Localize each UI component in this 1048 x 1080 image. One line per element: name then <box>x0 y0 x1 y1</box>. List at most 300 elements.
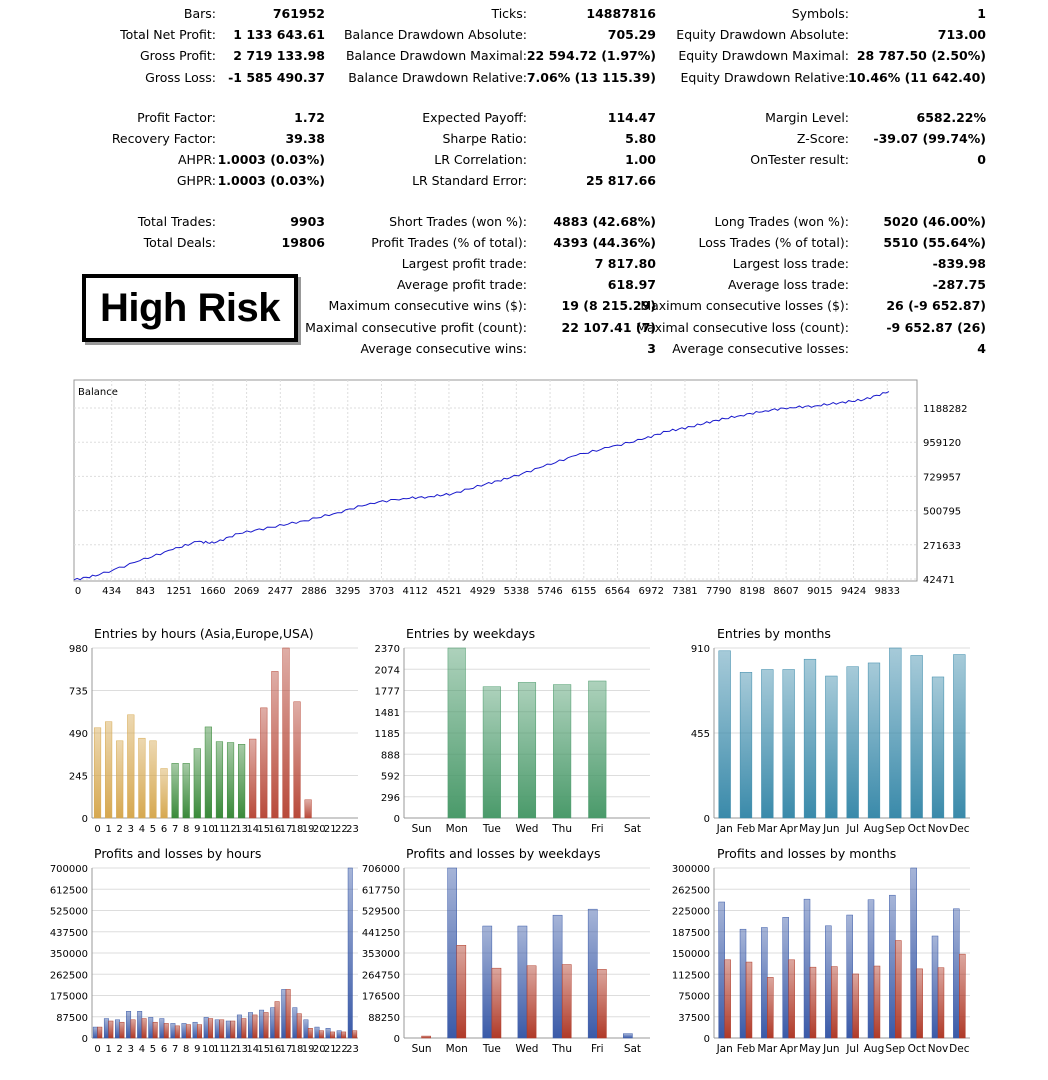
x-tick-label: 9 <box>194 824 201 835</box>
loss-bar <box>789 960 795 1038</box>
y-tick-label: 1185 <box>374 729 400 740</box>
bar <box>227 743 234 818</box>
x-tick-label: Aug <box>863 823 885 835</box>
chart-title: Profits and losses by hours <box>94 846 262 861</box>
y-tick-label: 245 <box>68 771 88 783</box>
y-tick-label: 735 <box>68 686 88 698</box>
bar <box>205 727 212 818</box>
bar <box>740 672 752 818</box>
x-tick-label: 4929 <box>469 586 496 597</box>
loss-bar <box>175 1026 179 1038</box>
balance-chart <box>0 372 1048 604</box>
x-tick-label: 16 <box>268 824 282 835</box>
stat-label: Ticks: <box>491 6 527 21</box>
stat-label: Average loss trade: <box>728 277 849 293</box>
y-tick-label: 1777 <box>374 686 400 698</box>
stat-label: Maximum consecutive wins ($): <box>328 298 527 314</box>
x-tick-label: 22 <box>335 1044 348 1055</box>
profit-bar <box>518 926 527 1038</box>
x-tick-label: 5 <box>149 1044 157 1055</box>
stat-value: 5020 (46.00%) <box>883 213 986 229</box>
loss-bar <box>457 945 466 1038</box>
plot-frame <box>74 380 917 581</box>
x-tick-label: Mon <box>445 1043 468 1055</box>
stat-value: -1 585 490.37 <box>228 69 325 85</box>
x-tick-label: 19 <box>301 824 315 835</box>
x-tick-label: Tue <box>482 1043 501 1055</box>
profit-bar <box>226 1021 230 1038</box>
x-tick-label: 2477 <box>267 586 294 597</box>
x-tick-label: 434 <box>102 586 122 597</box>
bar <box>150 741 157 818</box>
x-tick-label: 2 <box>116 824 123 835</box>
x-tick-label: 14 <box>246 824 260 835</box>
stat-value: 4883 (42.68%) <box>553 213 656 229</box>
x-tick-label: 7381 <box>672 586 698 597</box>
stat-label: Sharpe Ratio: <box>442 131 527 146</box>
x-tick-label: 17 <box>279 824 293 835</box>
loss-bar <box>895 941 901 1038</box>
loss-bar <box>120 1022 124 1038</box>
loss-bar <box>938 968 944 1038</box>
stat-value: 713.00 <box>937 27 986 43</box>
profit-bar <box>483 926 492 1038</box>
stat-value: 4 <box>977 340 986 356</box>
y-tick-label: 888 <box>380 750 400 762</box>
bar <box>518 682 536 818</box>
y-tick-label: 500795 <box>923 506 962 518</box>
loss-bar <box>527 966 536 1038</box>
bar <box>847 667 859 818</box>
x-tick-label: Dec <box>949 1043 970 1055</box>
stat-value: -9 652.87 (26) <box>886 319 986 335</box>
y-tick-label: 176500 <box>361 991 400 1003</box>
x-tick-label: Jan <box>716 823 733 835</box>
x-tick-label: 6155 <box>571 586 597 597</box>
stat-value: -287.75 <box>932 277 986 293</box>
stat-value: 6582.22% <box>916 109 986 125</box>
profit-bar <box>248 1013 252 1039</box>
loss-bar <box>767 977 773 1038</box>
x-tick-label: 19 <box>301 1044 315 1055</box>
stat-label: Bars: <box>183 6 216 21</box>
stat-label: Balance Drawdown Relative: <box>348 69 527 85</box>
x-tick-label: 15 <box>257 1044 271 1055</box>
stat-label: AHPR: <box>177 152 216 168</box>
x-tick-label: Wed <box>515 823 539 835</box>
stat-label: GHPR: <box>176 173 216 189</box>
bar <box>238 744 245 818</box>
loss-bar <box>422 1036 431 1038</box>
profit-bar <box>804 899 810 1038</box>
x-tick-label: Jun <box>823 823 840 835</box>
stat-value: 9903 <box>290 213 325 229</box>
stat-label: Largest profit trade: <box>401 256 527 271</box>
bar <box>260 708 267 818</box>
x-tick-label: 7 <box>171 824 179 835</box>
loss-bar <box>341 1032 345 1038</box>
stat-label: Margin Level: <box>765 109 849 125</box>
stat-value: 705.29 <box>607 27 656 43</box>
x-tick-label: 22 <box>335 824 348 835</box>
bar <box>719 651 731 818</box>
y-tick-label: 353000 <box>361 949 400 960</box>
profits-losses-by-weekdays-chart <box>350 842 670 1064</box>
loss-bar <box>917 969 923 1038</box>
y-tick-label: 0 <box>703 1034 710 1045</box>
x-tick-label: 4 <box>138 824 146 835</box>
profit-bar <box>93 1027 97 1038</box>
stat-label: Profit Factor: <box>137 109 216 125</box>
y-tick-label: 350000 <box>49 949 88 960</box>
profit-bar <box>315 1027 319 1038</box>
x-tick-label: 11 <box>213 1044 226 1055</box>
stat-label: Maximal consecutive profit (count): <box>305 319 527 335</box>
stat-value: 14887816 <box>586 6 656 21</box>
x-tick-label: 8607 <box>773 586 799 597</box>
y-tick-label: 441250 <box>361 927 400 939</box>
x-tick-label: Jul <box>846 823 860 835</box>
bar <box>194 749 201 818</box>
y-tick-label: 910 <box>690 644 710 655</box>
stat-label: OnTester result: <box>750 152 849 168</box>
y-tick-label: 75000 <box>678 991 710 1003</box>
x-tick-label: 12 <box>224 824 237 835</box>
bar <box>161 769 168 818</box>
profit-bar <box>932 936 938 1038</box>
x-tick-label: Apr <box>779 823 798 835</box>
stat-value: 1.0003 (0.03%) <box>217 152 325 168</box>
profits-losses-by-hours-chart <box>0 842 360 1064</box>
x-tick-label: 6 <box>160 824 168 835</box>
x-tick-label: 11 <box>213 824 226 835</box>
x-tick-label: Thu <box>552 823 573 835</box>
loss-bar <box>98 1027 102 1038</box>
stat-value: 22 594.72 (1.97%) <box>526 48 656 64</box>
bar <box>889 648 901 818</box>
y-tick-label: 0 <box>81 1034 88 1045</box>
x-tick-label: 0 <box>74 586 82 597</box>
y-tick-label: 0 <box>393 814 400 825</box>
bar <box>483 687 501 818</box>
x-tick-label: 8 <box>183 1044 190 1055</box>
x-tick-label: 23 <box>346 1044 359 1055</box>
x-tick-label: 1660 <box>200 586 226 597</box>
x-tick-label: 9424 <box>840 586 867 597</box>
profit-bar <box>104 1019 108 1038</box>
profit-bar <box>160 1019 164 1038</box>
stat-value: 22 107.41 (7) <box>561 319 656 335</box>
x-tick-label: 14 <box>246 1044 260 1055</box>
x-tick-label: 6972 <box>638 586 664 597</box>
bar <box>127 715 134 818</box>
entries-by-hours-chart <box>0 622 360 844</box>
profit-bar <box>293 1008 297 1038</box>
loss-bar <box>597 969 606 1038</box>
x-tick-label: 1251 <box>166 586 192 597</box>
x-tick-label: 4112 <box>402 586 428 597</box>
x-tick-label: 21 <box>323 824 337 835</box>
y-tick-label: 150000 <box>671 949 710 960</box>
bar <box>783 669 795 818</box>
x-tick-label: 6564 <box>604 586 631 597</box>
stat-label: Short Trades (won %): <box>389 213 527 229</box>
x-tick-label: 8198 <box>739 586 766 597</box>
stat-value: 0 <box>977 152 986 168</box>
stat-label: Average consecutive wins: <box>360 340 527 356</box>
stat-value: 10.46% (11 642.40) <box>848 69 986 85</box>
x-tick-label: Fri <box>591 823 604 835</box>
x-tick-label: 9833 <box>874 586 901 597</box>
loss-bar <box>242 1019 246 1038</box>
bar <box>868 663 880 818</box>
loss-bar <box>562 965 571 1038</box>
y-tick-label: 706000 <box>361 864 400 875</box>
y-tick-label: 0 <box>81 814 88 825</box>
y-tick-label: 490 <box>68 729 88 740</box>
stat-value: 618.97 <box>607 277 656 293</box>
x-tick-label: Mon <box>445 823 468 835</box>
loss-bar <box>286 989 290 1038</box>
loss-bar <box>142 1019 146 1038</box>
y-tick-label: 959120 <box>923 438 962 450</box>
x-tick-label: 2 <box>116 1044 123 1055</box>
loss-bar <box>297 1014 301 1038</box>
bar <box>139 738 146 818</box>
x-tick-label: 5 <box>149 824 157 835</box>
loss-bar <box>874 966 880 1038</box>
x-tick-label: Aug <box>863 1043 885 1055</box>
stat-label: Long Trades (won %): <box>714 213 849 229</box>
x-tick-label: Mar <box>757 1043 778 1055</box>
y-tick-label: 175000 <box>49 991 88 1003</box>
stat-value: 5.80 <box>625 131 656 146</box>
y-tick-label: 455 <box>690 729 710 740</box>
stat-value: 1 <box>977 6 986 21</box>
profit-bar <box>182 1023 186 1038</box>
x-tick-label: Sep <box>885 823 906 835</box>
x-tick-label: Tue <box>482 823 501 835</box>
loss-bar <box>186 1025 190 1038</box>
loss-bar <box>853 974 859 1038</box>
profit-bar <box>126 1011 130 1038</box>
bar <box>249 739 256 818</box>
profit-bar <box>740 929 746 1038</box>
loss-bar <box>131 1020 135 1038</box>
y-tick-label: 262500 <box>671 885 710 897</box>
x-tick-label: Dec <box>949 823 970 835</box>
x-tick-label: 3295 <box>335 586 361 597</box>
profit-bar <box>115 1020 119 1038</box>
profit-bar <box>588 909 597 1038</box>
stat-label: Total Deals: <box>143 234 216 250</box>
loss-bar <box>109 1021 113 1038</box>
x-tick-label: 18 <box>290 824 304 835</box>
stat-value: 7 817.80 <box>594 256 656 271</box>
x-tick-label: Thu <box>552 1043 573 1055</box>
stat-value: 1.72 <box>294 109 325 125</box>
entries-by-months-chart <box>662 622 992 844</box>
x-tick-label: Apr <box>779 1043 798 1055</box>
x-tick-label: 5746 <box>537 586 563 597</box>
x-tick-label: Fri <box>591 1043 604 1055</box>
x-tick-label: Nov <box>927 823 949 835</box>
profit-bar <box>623 1034 632 1038</box>
stat-value: 7.06% (13 115.39) <box>526 69 656 85</box>
profit-bar <box>825 926 831 1038</box>
loss-bar <box>264 1013 268 1039</box>
x-tick-label: 4 <box>138 1044 146 1055</box>
y-tick-label: 617750 <box>361 885 400 897</box>
stat-value: 5510 (55.64%) <box>883 234 986 250</box>
x-tick-label: May <box>799 1043 821 1055</box>
x-tick-label: 2886 <box>301 586 327 597</box>
loss-bar <box>231 1021 235 1038</box>
stat-label: LR Standard Error: <box>412 173 527 189</box>
y-tick-label: 87500 <box>56 1012 88 1024</box>
loss-bar <box>810 967 816 1038</box>
x-tick-label: 12 <box>224 1044 237 1055</box>
loss-bar <box>319 1031 323 1038</box>
chart-title: Entries by months <box>717 626 831 641</box>
x-tick-label: 9 <box>194 1044 201 1055</box>
x-tick-label: Sun <box>411 1043 432 1055</box>
y-tick-label: 437500 <box>49 927 88 939</box>
profit-bar <box>911 868 917 1038</box>
entries-by-weekdays-chart <box>350 622 670 844</box>
x-tick-label: 4521 <box>436 586 462 597</box>
bar <box>216 742 223 818</box>
loss-bar <box>831 967 837 1038</box>
x-tick-label: 5338 <box>503 586 530 597</box>
x-tick-label: 8 <box>183 824 190 835</box>
x-tick-label: 1 <box>105 824 112 835</box>
stat-label: Gross Loss: <box>145 69 216 85</box>
x-tick-label: 7790 <box>705 586 732 597</box>
loss-bar <box>197 1025 201 1038</box>
chart-title: Entries by hours (Asia,Europe,USA) <box>94 626 314 641</box>
loss-bar <box>492 968 501 1038</box>
stat-label: Gross Profit: <box>139 48 216 64</box>
loss-bar <box>253 1015 257 1038</box>
stat-label: Balance Drawdown Maximal: <box>345 48 527 64</box>
profit-bar <box>326 1028 330 1038</box>
x-tick-label: Jan <box>716 1043 733 1055</box>
profit-bar <box>337 1031 341 1038</box>
profit-bar <box>171 1023 175 1038</box>
chart-title: Balance <box>78 387 118 398</box>
x-tick-label: 3 <box>127 1044 134 1055</box>
stat-label: Symbols: <box>791 6 849 21</box>
stat-label: Equity Drawdown Relative: <box>680 69 849 85</box>
x-tick-label: 10 <box>202 1044 215 1055</box>
x-tick-label: May <box>799 823 821 835</box>
bar <box>116 741 123 818</box>
stat-label: Expected Payoff: <box>422 109 527 125</box>
loss-bar <box>164 1023 168 1038</box>
profit-bar <box>137 1011 141 1038</box>
x-tick-label: 10 <box>202 824 215 835</box>
chart-title: Profits and losses by months <box>717 846 897 861</box>
bar <box>305 800 312 818</box>
y-tick-label: 42471 <box>923 575 955 586</box>
stat-value: 28 787.50 (2.50%) <box>856 48 986 64</box>
loss-bar <box>725 960 731 1038</box>
x-tick-label: 843 <box>135 586 155 597</box>
x-tick-label: 7 <box>171 1044 179 1055</box>
stat-value: -39.07 (99.74%) <box>873 131 986 146</box>
stat-value: 3 <box>647 340 656 356</box>
stat-label: Profit Trades (% of total): <box>371 234 527 250</box>
bar <box>294 702 301 818</box>
stat-label: Equity Drawdown Maximal: <box>678 48 849 64</box>
x-tick-label: 15 <box>257 824 271 835</box>
x-tick-label: Mar <box>757 823 778 835</box>
loss-bar <box>275 1002 279 1038</box>
x-tick-label: 1 <box>105 1044 112 1055</box>
stat-value: 1 133 643.61 <box>233 27 325 43</box>
stat-value: -839.98 <box>932 256 986 271</box>
x-tick-label: 17 <box>279 1044 293 1055</box>
bar <box>911 655 923 818</box>
y-tick-label: 2370 <box>374 644 400 655</box>
x-tick-label: 23 <box>346 824 359 835</box>
stat-value: 761952 <box>272 6 325 21</box>
stat-value: 19 (8 215.29) <box>561 298 656 314</box>
x-tick-label: 20 <box>312 1044 326 1055</box>
x-tick-label: 6 <box>160 1044 168 1055</box>
stat-value: 39.38 <box>285 131 325 146</box>
profit-bar <box>761 928 767 1039</box>
stat-value: 2 719 133.98 <box>233 48 325 64</box>
profit-bar <box>448 868 457 1038</box>
y-tick-label: 980 <box>68 644 88 655</box>
y-tick-label: 1481 <box>374 707 400 719</box>
profit-bar <box>889 895 895 1038</box>
bar <box>172 763 179 818</box>
y-tick-label: 264750 <box>361 970 400 982</box>
x-tick-label: 20 <box>312 824 326 835</box>
y-tick-label: 300000 <box>671 864 710 875</box>
x-tick-label: Feb <box>736 1043 756 1055</box>
x-tick-label: Sat <box>623 823 642 835</box>
y-tick-label: 2074 <box>374 665 400 677</box>
y-tick-label: 112500 <box>671 970 710 982</box>
stat-label: Largest loss trade: <box>732 256 849 271</box>
x-tick-label: Feb <box>736 823 756 835</box>
bar <box>804 659 816 818</box>
stat-label: LR Correlation: <box>434 152 527 168</box>
stat-label: Total Net Profit: <box>120 27 216 43</box>
chart-title: Entries by weekdays <box>406 626 536 641</box>
profit-bar <box>847 915 853 1038</box>
profit-bar <box>193 1022 197 1038</box>
y-tick-label: 592 <box>380 771 400 783</box>
bar <box>553 685 571 818</box>
profit-bar <box>270 1008 274 1038</box>
x-tick-label: Jul <box>846 1043 860 1055</box>
profit-bar <box>783 917 789 1038</box>
y-tick-label: 729957 <box>923 472 962 484</box>
x-tick-label: 3 <box>127 824 134 835</box>
stat-label: Z-Score: <box>796 131 849 146</box>
y-tick-label: 88250 <box>368 1012 400 1024</box>
stat-value: 19806 <box>281 234 325 250</box>
stat-label: Loss Trades (% of total): <box>698 234 849 250</box>
y-tick-label: 0 <box>393 1034 400 1045</box>
x-tick-label: Oct <box>907 1043 926 1055</box>
x-tick-label: 2069 <box>233 586 260 597</box>
